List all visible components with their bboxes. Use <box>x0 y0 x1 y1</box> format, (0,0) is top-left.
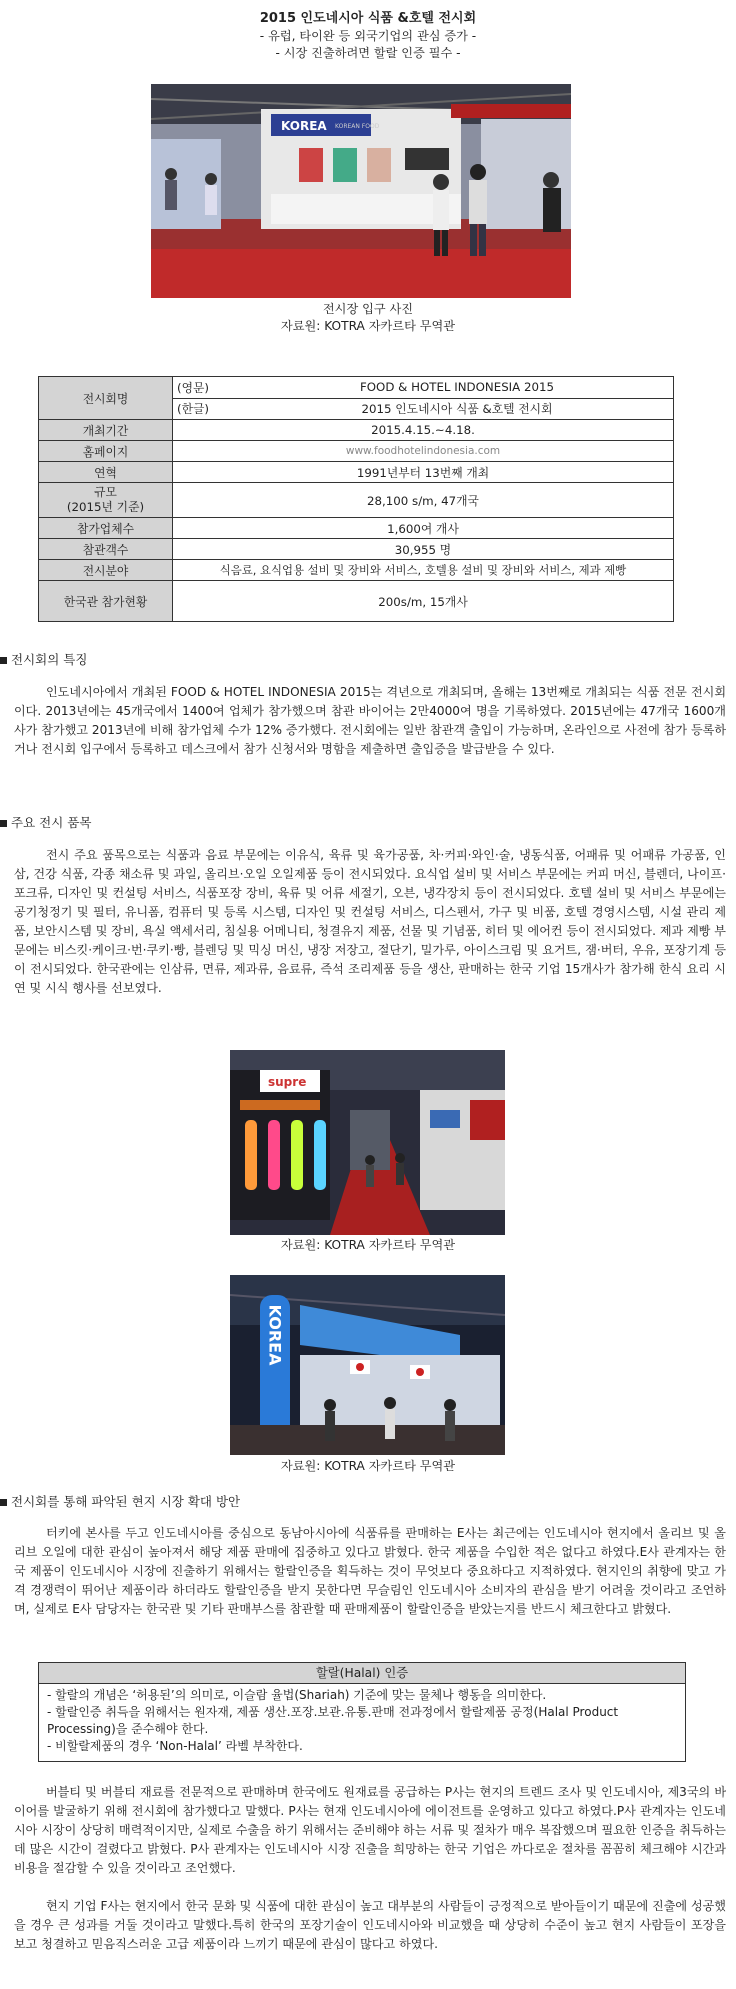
supre-sign: supre <box>268 1075 307 1089</box>
table-label: 홈페이지 <box>39 441 173 462</box>
table-row <box>39 377 674 399</box>
table-row <box>39 581 674 622</box>
table-value: 200s/m, 15개사 <box>173 581 674 622</box>
features-paragraph: 인도네시아에서 개최된 FOOD & HOTEL INDONESIA 2015는 격년으로 개최되며, 올해는 13번째로 개최되는 식품 전문 전시회이다. 2013년에는 45개국에서 1400여 업체가 참가했으며 참관 바이어는 2만4000여 명을 기록하였다. 2015년에는 47개국 1600개사가 참가했고 2013년에 비해 참가업체 수가 12% 증가했다. 전시회에는 일반 참관객 출입이 가능하며, 온라인으로 사전에 참가 등록하거나 전시회 입구에서 등록하고 데스크에서 참가 신청서와 명함을 제출하면 출입증을 발급받을 수 있다. <box>14 685 726 756</box>
photo1-source: 자료원: KOTRA 자카르타 무역관 <box>280 319 456 333</box>
bubbletea-paragraph: 버블티 및 버블티 재료를 전문적으로 판매하며 한국에도 원재료를 공급하는 P사는 현지의 트렌드 조사 및 인도네시아, 제3국의 바이어를 발굴하기 위해 전시회에 참가했다고 말했다. P사는 현재 인도네시아에 에이전트를 운영하고 있다고 하였다.P사 관계자는 인도네시아 시장이 상당히 매력적이지만, 실제로 수출을 하기 위해서는 준비해야 하는 서류 및 절차가 매우 복잡했으며 필요한 인증을 취득하는 데 많은 시간이 걸렸다고 밝혔다. P사 관계자는 인도네시아 시장 진출을 희망하는 한국 기업은 까다로운 절차를 꼼꼼히 체크해야 시간과 비용을 절감할 수 있을 것이라고 조언했다. <box>14 1785 726 1875</box>
table-value: 28,100 s/m, 47개국 <box>173 483 674 518</box>
table-row <box>39 539 674 560</box>
expo-entrance-photo <box>151 84 571 298</box>
table-value: 2015.4.15.~4.18. <box>173 420 674 441</box>
page-title: 2015 인도네시아 식품 &호텔 전시회 <box>259 11 477 26</box>
table-value: 30,955 명 <box>173 539 674 560</box>
subtitle-1: - 유럽, 타이완 등 외국기업의 관심 증가 - <box>259 29 477 43</box>
bullet-square-icon <box>0 1499 7 1506</box>
table-tag: (한글) <box>173 398 242 420</box>
svg-text:KOREAN FOOD: KOREAN FOOD <box>335 123 380 130</box>
market-paragraph: 터키에 본사를 두고 인도네시아를 중심으로 동남아시아에 식품류를 판매하는 E사는 최근에는 인도네시아 현지에서 올리브 및 올리브 오일에 대한 관심이 높아져서 해당 제품 판매에 집중하고 있다고 밝혔다. 한국 제품을 수입한 적은 없다고 하였다.E사 관계자는 한국 제품이 인도네시아 시장에 진출하기 위해서는 할랄인증을 획득하는 것이 무엇보다 중요하다고 지적하였다. 현지인의 취향에 맞고 가격 경쟁력이 뛰어난 제품이라 하더라도 할랄인증을 받지 못한다면 무슬림인 인도네시아 소비자의 관심을 받기 어려울 것이라고 조언하며, 실제로 E사 담당자는 한국관 및 기타 판매부스를 참관할 때 판매제품이 할랄인증을 받았는지를 반드시 체크한다고 밝혔다. <box>14 1526 726 1616</box>
table-label: 개최기간 <box>39 420 173 441</box>
table-label: 규모 (2015년 기준) <box>39 483 173 518</box>
table-row <box>39 560 674 581</box>
table-label: 전시회명 <box>39 377 173 420</box>
table-label: 참가업체수 <box>39 518 173 539</box>
photo1-caption: 전시장 입구 사진 <box>322 302 414 316</box>
korea-pavilion-photo <box>230 1275 505 1455</box>
table-value: 식음료, 요식업용 설비 및 장비와 서비스, 호텔용 설비 및 장비와 서비스, 제과 제빵 <box>173 560 674 581</box>
table-label: 참관객수 <box>39 539 173 560</box>
halal-line: - 할랄의 개념은 ‘허용된’의 의미로, 이슬람 율법(Shariah) 기준에 맞는 물체나 행동을 의미한다. <box>47 1688 547 1702</box>
table-row <box>39 441 674 462</box>
photo2-source: 자료원: KOTRA 자카르타 무역관 <box>280 1238 456 1252</box>
expo-hall-photo <box>230 1050 505 1235</box>
table-value: FOOD & HOTEL INDONESIA 2015 <box>241 377 674 399</box>
table-label: 한국관 참가현황 <box>39 581 173 622</box>
section-heading-market: 전시회를 통해 파악된 현지 시장 확대 방안 <box>0 1493 240 1511</box>
halal-line: - 할랄인증 취득을 위해서는 원자재, 제품 생산.포장.보관.유통.판매 전과정에서 할랄제품 공정(Halal Product Processing)을 준수해야 한다. <box>47 1705 619 1736</box>
korea-banner-text: KOREA <box>265 1304 285 1366</box>
booth-sign: KOREA <box>281 119 327 133</box>
exhibition-info-table <box>38 376 674 622</box>
table-row <box>39 462 674 483</box>
table-value: 1991년부터 13번째 개최 <box>173 462 674 483</box>
halal-info-box <box>38 1662 686 1762</box>
table-row <box>39 518 674 539</box>
halal-box-title: 할랄(Halal) 인증 <box>39 1663 685 1684</box>
bullet-square-icon <box>0 820 7 827</box>
table-label: 연혁 <box>39 462 173 483</box>
table-tag: (영문) <box>173 377 242 399</box>
table-label: 전시분야 <box>39 560 173 581</box>
photo3-source: 자료원: KOTRA 자카르타 무역관 <box>280 1459 456 1473</box>
table-value: 1,600여 개사 <box>173 518 674 539</box>
subtitle-2: - 시장 진출하려면 할랄 인증 필수 - <box>275 46 461 60</box>
table-row <box>39 420 674 441</box>
homepage-link[interactable]: www.foodhotelindonesia.com <box>173 441 674 462</box>
table-value: 2015 인도네시아 식품 &호텔 전시회 <box>241 398 674 420</box>
table-row <box>39 483 674 518</box>
section-heading-features: 전시회의 특징 <box>0 651 87 669</box>
items-paragraph: 전시 주요 품목으로는 식품과 음료 부문에는 이유식, 육류 및 육가공품, 차·커피·와인·술, 냉동식품, 어패류 및 어패류 가공품, 인삼, 건강 식품, 각종 채소류 및 과일, 올리브·오일 오일제품 등이 전시되었다. 요식업 설비 및 서비스 부문에는 커피 머신, 블렌더, 나이프·포크류, 디자인 및 컨설팅 서비스, 식품포장 장비, 육류 및 어류 세절기, 오븐, 냉각장치 등이 전시되었다. 호텔 설비 및 서비스 부문에는 공기청정기 및 필터, 유니폼, 컴퓨터 및 등록 시스템, 디자인 및 컨설팅 서비스, 디스펜서, 가구 및 비품, 호텔 경영시스템, 시설 관리 제품, 보안시스템 및 장비, 욕실 액세서리, 침실용 어메니티, 청결유지 제품, 선물 및 기념품, 히터 및 에어컨 등이 전시되었다. 제과 제빵 부문에는 비스킷·케이크·번·쿠키·빵, 블렌딩 및 믹싱 머신, 냉장 저장고, 절단기, 밀가루, 아이스크림 및 요거트, 잼·버터, 우유, 포장기계 등이 전시되었다. 한국관에는 인삼류, 면류, 제과류, 음료류, 즉석 조리제품 등을 생산, 판매하는 한국 기업 15개사가 참가해 한식 요리 시연 및 시식 행사를 선보였다. <box>14 848 726 995</box>
section-heading-items: 주요 전시 품목 <box>0 814 91 832</box>
halal-line: - 비할랄제품의 경우 ‘Non-Halal’ 라벨 부착한다. <box>47 1739 303 1753</box>
local-company-paragraph: 현지 기업 F사는 현지에서 한국 문화 및 식품에 대한 관심이 높고 대부분의 사람들이 긍정적으로 받아들이기 때문에 진출에 성공했을 경우 큰 성과를 거둘 것이라고 말했다.특히 한국의 포장기술이 인도네시아와 비교했을 때 상당히 수준이 높고 현지 사람들이 포장을 보고 청결하고 믿음직스러운 고급 제품이라 느끼기 때문에 관심이 많다고 하였다. <box>14 1899 726 1951</box>
bullet-square-icon <box>0 657 7 664</box>
